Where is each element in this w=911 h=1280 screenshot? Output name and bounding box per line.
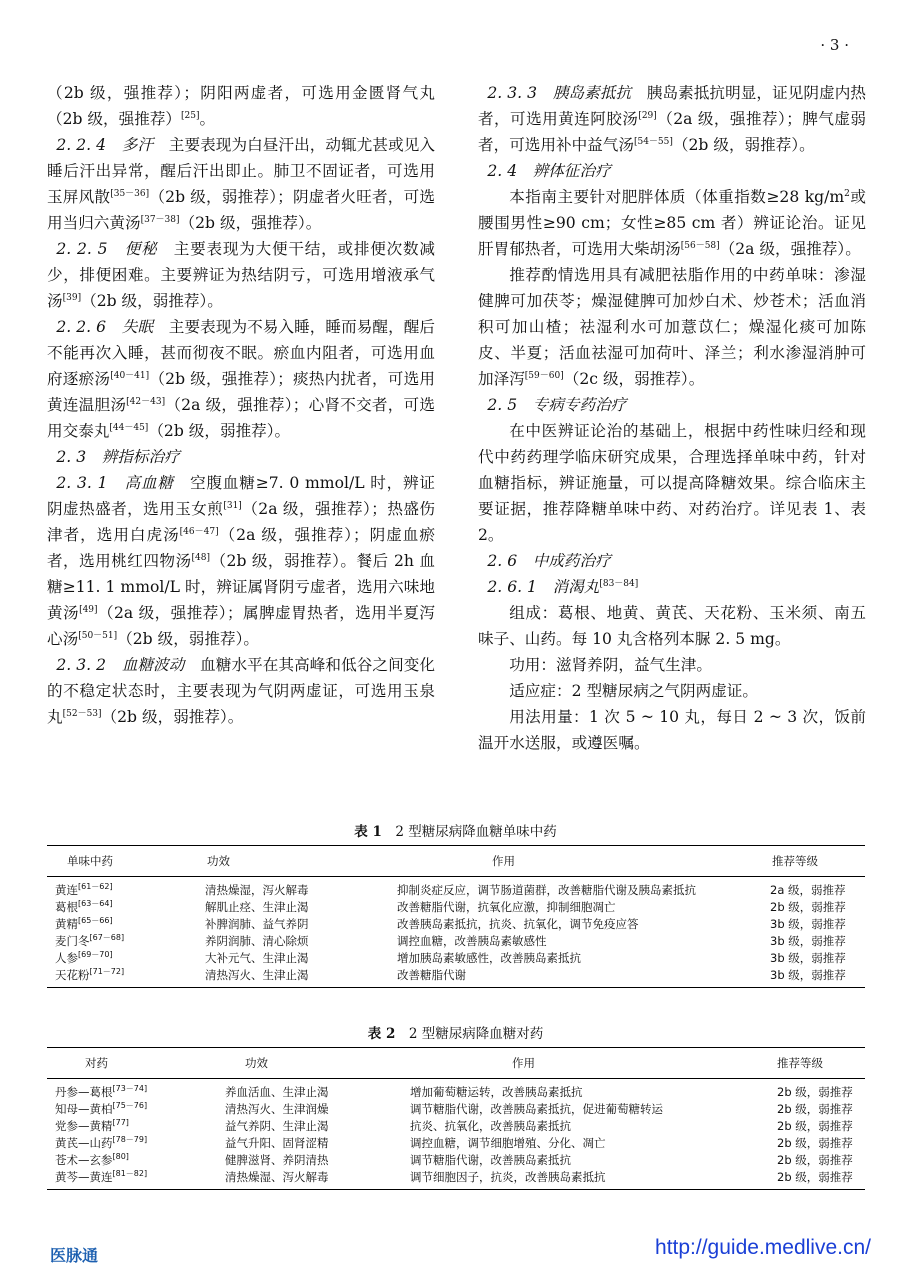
table1-header: 作用 — [352, 846, 732, 877]
citation-ref: [81－82] — [112, 1168, 148, 1178]
effect-cell-text: 清热燥湿、泻火解毒 — [225, 1169, 329, 1184]
action-cell — [352, 898, 732, 915]
effect-cell — [197, 1151, 382, 1168]
table-row — [47, 1079, 865, 1101]
table-row — [47, 1151, 865, 1168]
table1-header: 推荐等级 — [732, 846, 865, 877]
action-cell-text: 增加葡萄糖运转，改善胰岛素抵抗 — [410, 1084, 583, 1099]
paragraph-text: 在中医辨证论治的基础上，根据中药性味归经和现代中药药理学临床研究成果，合理选择单味中药，针对血糖指标，辨证施量，可以提高降糖效果。综合临床主要证据，推荐降糖单味中药、对药治疗。详见表 1、表 2。 — [478, 422, 866, 544]
citation-ref: [65－66] — [78, 915, 113, 925]
medlive-logo: 医脉通 — [50, 1246, 99, 1265]
grade-cell — [747, 1151, 865, 1168]
paragraph-text: （2b 级，弱推荐）。餐后 2h 血糖≥11. 1 mmol/L 时，辨证属肾阴亏虚者，选用六味地黄汤 — [47, 552, 435, 622]
paragraph-text: （2b 级，弱推荐）。 — [117, 630, 259, 648]
grade-cell-text: 3b 级，弱推荐 — [770, 933, 846, 948]
paragraph-text: 胰岛素抵抗明显，证见阴虚内热者，可选用黄连阿胶汤 — [478, 84, 866, 128]
paragraph-text: 或腰围男性≥90 cm；女性≥85 cm 者）辨证论治。证见肝胃郁热者，可选用大柴胡汤 — [478, 188, 866, 258]
effect-cell — [167, 898, 352, 915]
citation-ref: [73－74] — [112, 1083, 148, 1093]
action-cell-text: 抑制炎症反应，调节肠道菌群，改善糖脂代谢及胰岛素抵抗 — [397, 882, 696, 897]
action-cell-text: 调控血糖，改善胰岛素敏感性 — [397, 933, 547, 948]
herb-name — [47, 915, 167, 932]
table1-header-row — [47, 846, 865, 877]
herb-name-text: 黄芪—山药 — [55, 1135, 113, 1150]
herb-name — [47, 1168, 197, 1190]
citation-ref: [77] — [112, 1117, 129, 1127]
herb-name-text: 丹参—葛根 — [55, 1084, 113, 1099]
grade-cell-text: 2b 级，弱推荐 — [777, 1118, 853, 1133]
citation-ref: [40－41] — [110, 371, 150, 381]
grade-cell-text: 2b 级，弱推荐 — [777, 1169, 853, 1184]
paragraph-text: 用法用量：1 次 5 ~ 10 丸，每日 2 ~ 3 次，饭前温开水送服，或遵医嘱。 — [478, 708, 866, 752]
table2-header: 对药 — [47, 1048, 197, 1079]
paragraph-text: 主要表现为不易入睡，睡而易醒，醒后不能再次入睡，甚而彻夜不眠。瘀血内阻者，可选用血府逐瘀汤 — [47, 318, 435, 388]
action-cell-text: 改善胰岛素抵抗，抗炎、抗氧化，调节免疫应答 — [397, 916, 639, 931]
body-paragraph — [478, 184, 866, 262]
grade-cell-text: 2b 级，弱推荐 — [770, 899, 846, 914]
paragraph-text: 主要表现为白昼汗出，动辄尤甚或见入睡后汗出异常，醒后汗出即止。肺卫不固证者，可选用玉屏风散 — [47, 136, 435, 206]
table1-header: 单味中药 — [47, 846, 167, 877]
effect-cell-text: 养阴润肺、清心除烦 — [205, 933, 309, 948]
table2-caption-title: 2 型糖尿病降血糖对药 — [395, 1026, 544, 1042]
paragraph-text: （2b 级，弱推荐）；阴虚者火旺者，可选用当归六黄汤 — [47, 188, 435, 232]
right-column — [478, 80, 866, 756]
paragraph-text: （2b 级，弱推荐）。 — [672, 136, 815, 154]
herb-name — [47, 1151, 197, 1168]
grade-cell-text: 3b 级，弱推荐 — [770, 967, 846, 982]
herb-name — [47, 877, 167, 899]
action-cell — [382, 1079, 747, 1101]
effect-cell-text: 清热泻火、生津止渴 — [205, 967, 309, 982]
herb-name-text: 天花粉 — [55, 967, 90, 982]
grade-cell — [747, 1168, 865, 1190]
section-paragraph — [47, 236, 435, 314]
table2-caption — [0, 1022, 911, 1042]
action-cell-text: 改善糖脂代谢 — [397, 967, 466, 982]
grade-cell-text: 2b 级，弱推荐 — [777, 1084, 853, 1099]
action-cell — [352, 966, 732, 988]
effect-cell-text: 健脾滋肾、养阴清热 — [225, 1152, 329, 1167]
effect-cell-text: 解肌止痉、生津止渴 — [205, 899, 309, 914]
grade-cell — [732, 932, 865, 949]
section-paragraph — [478, 392, 866, 418]
section-heading: 2. 3. 3 胰岛素抵抗 — [487, 84, 632, 102]
effect-cell — [167, 966, 352, 988]
herb-name-text: 黄芩—黄连 — [55, 1169, 113, 1184]
action-cell — [382, 1134, 747, 1151]
effect-cell — [167, 932, 352, 949]
section-paragraph — [478, 574, 866, 600]
action-cell-text: 改善糖脂代谢，抗氧化应激，抑制细胞凋亡 — [397, 899, 616, 914]
paragraph-text: 本指南主要针对肥胖体质（体重指数≥28 kg/m — [509, 188, 845, 206]
citation-ref: [75－76] — [112, 1100, 148, 1110]
herb-name — [47, 932, 167, 949]
action-cell — [352, 949, 732, 966]
action-cell — [382, 1151, 747, 1168]
citation-ref: [42－43] — [126, 397, 166, 407]
body-paragraph — [478, 704, 866, 756]
citation-ref: [63－64] — [78, 898, 113, 908]
citation-ref: [54－55] — [633, 137, 673, 147]
section-paragraph — [47, 652, 435, 730]
paragraph-text: （2a 级，强推荐）。 — [719, 240, 861, 258]
herb-name — [47, 966, 167, 988]
effect-cell — [197, 1079, 382, 1101]
citation-ref: [31] — [223, 501, 242, 511]
effect-cell — [167, 915, 352, 932]
table-row — [47, 1168, 865, 1190]
left-column — [47, 80, 435, 730]
page-number: · 3 · — [820, 36, 849, 54]
table2-header-row — [47, 1048, 865, 1079]
effect-cell — [197, 1100, 382, 1117]
citation-ref: [56－58] — [680, 241, 720, 251]
herb-name — [47, 1079, 197, 1101]
citation-ref: [59－60] — [524, 371, 564, 381]
effect-cell — [197, 1117, 382, 1134]
action-cell — [382, 1168, 747, 1190]
section-paragraph — [47, 470, 435, 652]
herb-name-text: 人参 — [55, 950, 78, 965]
paragraph-text: 。 — [199, 110, 216, 128]
action-cell — [382, 1100, 747, 1117]
grade-cell — [747, 1134, 865, 1151]
grade-cell — [747, 1117, 865, 1134]
citation-ref: [35－36] — [110, 189, 150, 199]
paragraph-text: 功用：滋肾养阴，益气生津。 — [509, 656, 712, 674]
grade-cell — [732, 966, 865, 988]
table1-header: 功效 — [167, 846, 352, 877]
herb-name-text: 黄连 — [55, 882, 78, 897]
grade-cell — [747, 1079, 865, 1101]
citation-ref: [49] — [79, 605, 98, 615]
body-paragraph — [478, 678, 866, 704]
action-cell — [352, 877, 732, 899]
footer-url-link[interactable]: http://guide.medlive.cn/ — [655, 1236, 871, 1259]
citation-ref: [78－79] — [112, 1134, 148, 1144]
citation-ref: [71－72] — [89, 966, 125, 976]
herb-name — [47, 1100, 197, 1117]
citation-ref: [29] — [638, 111, 657, 121]
action-cell-text: 抗炎、抗氧化，改善胰岛素抵抗 — [410, 1118, 571, 1133]
citation-ref: [69－70] — [78, 949, 113, 959]
table2-caption-label: 表 2 — [367, 1026, 396, 1042]
paragraph-text: （2b 级，强推荐）；阴阳两虚者，可选用金匮肾气丸（2b 级，强推荐） — [47, 84, 435, 128]
table2-header: 功效 — [197, 1048, 382, 1079]
section-heading: 2. 4 辨体征治疗 — [487, 162, 611, 180]
table1-caption — [0, 820, 911, 840]
table-row — [47, 877, 865, 899]
body-paragraph — [478, 262, 866, 392]
grade-cell-text: 2b 级，弱推荐 — [777, 1101, 853, 1116]
table-row — [47, 949, 865, 966]
paragraph-text: 主要表现为大便干结，或排便次数减少，排便困难。主要辨证为热结阴亏，可选用增液承气汤 — [47, 240, 435, 310]
body-paragraph — [478, 652, 866, 678]
citation-ref: [52－53] — [62, 709, 102, 719]
table1-caption-title: 2 型糖尿病降血糖单味中药 — [381, 824, 557, 840]
herb-name-text: 苍术—玄参 — [55, 1152, 113, 1167]
paragraph-text: （2c 级，弱推荐）。 — [563, 370, 705, 388]
action-cell-text: 增加胰岛素敏感性，改善胰岛素抵抗 — [397, 950, 581, 965]
table-row — [47, 1134, 865, 1151]
effect-cell — [167, 877, 352, 899]
table1-caption-label: 表 1 — [354, 824, 382, 840]
section-heading: 2. 5 专病专药治疗 — [487, 396, 627, 414]
section-paragraph — [47, 444, 435, 470]
section-heading: 2. 6. 1 消渴丸 — [487, 578, 600, 596]
grade-cell — [747, 1100, 865, 1117]
table-row — [47, 915, 865, 932]
paragraph-text: （2b 级，弱推荐）。 — [101, 708, 244, 726]
grade-cell — [732, 877, 865, 899]
table-row — [47, 1117, 865, 1134]
table-row — [47, 966, 865, 988]
paragraph-text: （2a 级，强推荐）；热盛伤津者，选用白虎汤 — [47, 500, 435, 544]
effect-cell-text: 清热燥湿，泻火解毒 — [205, 882, 309, 897]
section-paragraph — [478, 548, 866, 574]
effect-cell — [197, 1134, 382, 1151]
citation-ref: [80] — [112, 1151, 129, 1161]
grade-cell-text: 2a 级，弱推荐 — [770, 882, 846, 897]
action-cell-text: 调控血糖，调节细胞增殖、分化、凋亡 — [410, 1135, 606, 1150]
section-heading: 2. 6 中成药治疗 — [487, 552, 611, 570]
grade-cell-text: 2b 级，弱推荐 — [777, 1152, 853, 1167]
paragraph-text: （2a 级，强推荐）；脾气虚弱者，可选用补中益气汤 — [478, 110, 866, 154]
citation-ref: [44－45] — [109, 423, 149, 433]
paragraph-text: （2a 级，强推荐）；心肾不交者，可选用交泰丸 — [47, 396, 435, 440]
paragraph-text: 空腹血糖≥7. 0 mmol/L 时，辨证阴虚热盛者，选用玉女煎 — [47, 474, 436, 518]
section-heading: 2. 2. 5 便秘 — [56, 240, 158, 258]
body-paragraph — [47, 80, 435, 132]
citation-ref: [46－47] — [179, 527, 219, 537]
paragraph-text: 推荐酌情选用具有减肥祛脂作用的中药单味：渗湿健脾可加茯苓；燥湿健脾可加炒白术、炒苍术；活血消积可加山楂；祛湿利水可加薏苡仁；燥湿化痰可加陈皮、半夏；活血祛湿可加荷叶、泽兰；利水渗湿消肿可加泽泻 — [478, 266, 866, 388]
action-cell-text: 调节糖脂代谢，改善胰岛素抵抗 — [410, 1152, 571, 1167]
table2-header: 推荐等级 — [747, 1048, 865, 1079]
body-paragraph — [478, 600, 866, 652]
table2-header: 作用 — [382, 1048, 747, 1079]
citation-ref: [61－62] — [78, 881, 113, 891]
section-paragraph — [478, 80, 866, 158]
citation-ref: [39] — [62, 293, 82, 303]
citation-ref: [50－51] — [78, 631, 118, 641]
effect-cell — [167, 949, 352, 966]
effect-cell-text: 补脾润肺、益气养阴 — [205, 916, 309, 931]
effect-cell-text: 清热泻火、生津润燥 — [225, 1101, 329, 1116]
herb-name — [47, 949, 167, 966]
section-paragraph — [47, 132, 435, 236]
action-cell-text: 调节糖脂代谢，改善胰岛素抵抗，促进葡萄糖转运 — [410, 1101, 663, 1116]
section-heading: 2. 3. 2 血糖波动 — [56, 656, 185, 674]
paragraph-text: （2b 级，强推荐）；痰热内扰者，可选用黄连温胆汤 — [47, 370, 435, 414]
effect-cell-text: 益气养阴、生津止渴 — [225, 1118, 329, 1133]
citation-ref: [37－38] — [140, 215, 180, 225]
grade-cell — [732, 949, 865, 966]
herb-name-text: 党参—黄精 — [55, 1118, 113, 1133]
effect-cell-text: 益气升阳、固肾涩精 — [225, 1135, 329, 1150]
herb-name — [47, 898, 167, 915]
table-row — [47, 1100, 865, 1117]
grade-cell-text: 3b 级，弱推荐 — [770, 950, 846, 965]
effect-cell-text: 大补元气、生津止渴 — [205, 950, 309, 965]
table1 — [47, 845, 865, 988]
grade-cell — [732, 915, 865, 932]
action-cell — [352, 932, 732, 949]
paragraph-text: （2a 级，强推荐）；阴虚血瘀者，选用桃红四物汤 — [47, 526, 435, 570]
section-paragraph — [478, 158, 866, 184]
paragraph-text: 血糖水平在其高峰和低谷之间变化的不稳定状态时，主要表现为气阴两虚证，可选用玉泉丸 — [47, 656, 435, 726]
citation-ref: [48] — [191, 553, 211, 563]
citation-ref: 2 — [844, 189, 850, 199]
action-cell-text: 调节细胞因子，抗炎，改善胰岛素抵抗 — [410, 1169, 606, 1184]
paragraph-text: （2a 级，强推荐）；属脾虚胃热者，选用半夏泻心汤 — [47, 604, 435, 648]
citation-ref: [83－84] — [599, 579, 639, 589]
paragraph-text: （2b 级，弱推荐）。 — [81, 292, 223, 310]
herb-name-text: 葛根 — [55, 899, 78, 914]
citation-ref: [67－68] — [89, 932, 125, 942]
section-heading: 2. 2. 4 多汗 — [56, 136, 154, 154]
herb-name-text: 知母—黄柏 — [55, 1101, 113, 1116]
paragraph-text: 组成：葛根、地黄、黄芪、天花粉、玉米须、南五味子、山药。每 10 丸含格列本脲 2. 5 mg。 — [478, 604, 866, 648]
grade-cell — [732, 898, 865, 915]
herb-name — [47, 1117, 197, 1134]
paragraph-text: （2b 级，弱推荐）。 — [148, 422, 291, 440]
section-heading: 2. 3. 1 高血糖 — [56, 474, 174, 492]
section-heading: 2. 2. 6 失眠 — [56, 318, 154, 336]
citation-ref: [25] — [181, 111, 200, 121]
herb-name-text: 黄精 — [55, 916, 78, 931]
table2 — [47, 1047, 865, 1190]
effect-cell — [197, 1168, 382, 1190]
herb-name-text: 麦门冬 — [55, 933, 90, 948]
grade-cell-text: 3b 级，弱推荐 — [770, 916, 846, 931]
paragraph-text: 适应症：2 型糖尿病之气阴两虚证。 — [509, 682, 758, 700]
table-row — [47, 898, 865, 915]
herb-name — [47, 1134, 197, 1151]
section-paragraph — [47, 314, 435, 444]
paragraph-text: （2b 级，强推荐）。 — [179, 214, 322, 232]
body-paragraph — [478, 418, 866, 548]
grade-cell-text: 2b 级，弱推荐 — [777, 1135, 853, 1150]
table-row — [47, 932, 865, 949]
section-heading: 2. 3 辨指标治疗 — [56, 448, 180, 466]
action-cell — [382, 1117, 747, 1134]
action-cell — [352, 915, 732, 932]
effect-cell-text: 养血活血、生津止渴 — [225, 1084, 329, 1099]
